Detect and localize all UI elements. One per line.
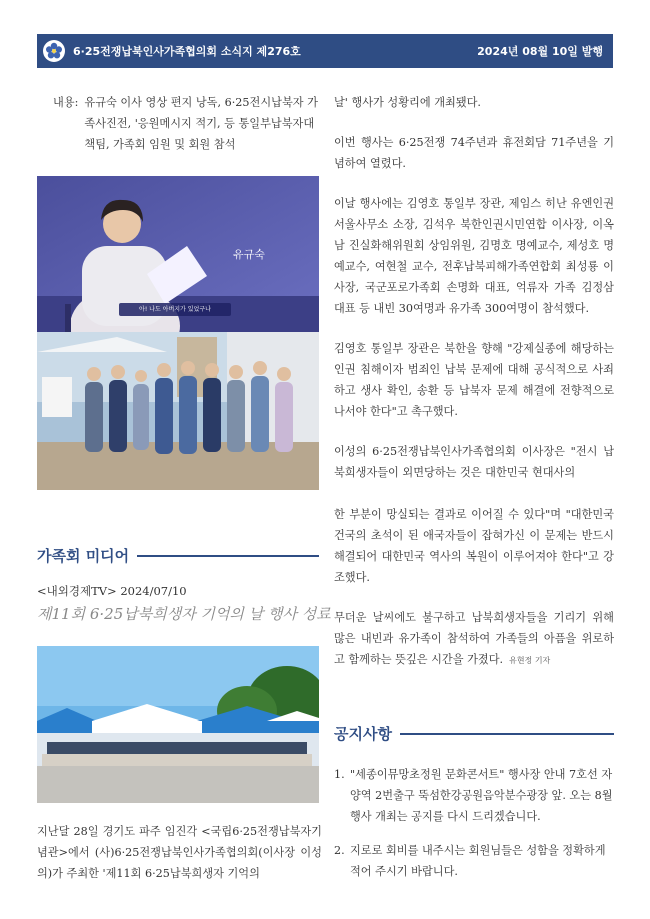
article-paragraph-5: 이성의 6·25전쟁납북인사가족협의회 이사장은 "전시 납북희생자들이 외면당하는 것은 대한민국 현대사의: [334, 445, 614, 479]
notice-text: 지로로 회비를 내주시는 회원님들은 성함을 정확하게 적어 주시기 바랍니다.: [350, 844, 606, 878]
article-paragraph-4: 김영호 통일부 장관은 북한을 향해 "강제실종에 해당하는 인권 침해이자 범죄인 납북 문제에 대해 공식적으로 사죄하고 생사 확인, 송환 등 납북자 문제 해결에 전향적으로 나서야 한다"고 촉구했다.: [334, 342, 614, 418]
article-paragraph-3: 이날 행사에는 김영호 통일부 장관, 제임스 히난 유엔인권서울사무소 소장, 김석우 북한인권시민연합 이사장, 이옥남 진실화해위원회 상임위원, 김명호 명예교수, 제성호 명예교수, 여현철 교수, 전후납북피해가족연합회 최성룡 이사장, 국군포로가족회 손명화 대표, 억류자 가족 김정삼 대표 등 내빈 30여명과 유가족 300여명이 참석했다.: [334, 197, 614, 315]
media-source: <내외경제TV> 2024/07/10: [37, 584, 187, 598]
notice-section-header: [334, 723, 614, 744]
article-paragraph-7: [334, 607, 614, 671]
newsletter-title: 6·25전쟁납북인사가족협의회 소식지 제276호: [73, 45, 301, 58]
group-photo: [37, 332, 319, 490]
reporter-name: 유현정 기자: [509, 656, 551, 665]
newsletter-header: [37, 34, 613, 68]
notice-section-title: 공지사항: [334, 725, 392, 743]
article-paragraph-6: 한 부분이 망실되는 결과로 이어질 수 있다"며 "대한민국 건국의 초석이 된 애국자들이 잡혀가신 이 문제는 반드시 해결되어 대한민국 역사의 복원이 이루어져야 한다"고 강조했다.: [334, 508, 614, 584]
notice-text: "세종이뮤망초정원 문화콘서트" 행사장 안내 7호선 자양역 2번출구 뚝섬한강공원음악분수광장 앞. 오는 8월 행사 개최는 공지를 다시 드리겠습니다.: [350, 768, 613, 823]
notice-number: 1.: [334, 768, 345, 781]
video-subtitle: 아! 나도 아버지가 있었구나: [119, 303, 231, 316]
video-letter-photo: [37, 176, 319, 332]
info-text: 유규숙 이사 영상 편지 낭독, 6·25전시납북자 가족사진전, '응원메시지 적기, 등 통일부납북자대책팀, 가족회 임원 및 회원 참석: [84, 96, 318, 151]
media-section-title: 가족회 미디어: [37, 547, 130, 565]
event-tents-photo: [37, 646, 319, 803]
article-paragraph-2: 이번 행사는 6·25전쟁 74주년과 휴전회담 71주년을 기념하여 열렸다.: [334, 136, 614, 170]
article-paragraph-left: 지난달 28일 경기도 파주 임진각 <국립6·25전쟁납북자기념관>에서 (사)6·25전쟁납북인사가족협의회(이사장 이성의)가 주최한 '제11회 6·25납북희생자 기억의: [37, 825, 322, 880]
speaker-name-caption: 유규숙: [233, 248, 265, 261]
info-label: 내용:: [53, 96, 79, 109]
issue-date: 2024년 08월 10일 발행: [477, 45, 603, 58]
notice-item: [334, 840, 614, 882]
media-article-title: 제11회 6·25납북희생자 기억의 날 행사 성료: [37, 605, 331, 623]
section-divider: [400, 733, 614, 735]
article-paragraph-1: 날' 행사가 성황리에 개최됐다.: [334, 96, 481, 109]
forget-me-not-logo-icon: [43, 40, 65, 62]
right-column: [334, 92, 614, 671]
notice-number: 2.: [334, 844, 345, 857]
media-section-header: [37, 545, 319, 566]
section-divider: [137, 555, 319, 557]
article-paragraph-7-text: 무더운 날씨에도 불구하고 납북희생자들을 기리기 위해 많은 내빈과 유가족이 참석하여 가족들의 아픔을 위로하고 함께하는 뜻깊은 시간을 가졌다.: [334, 611, 614, 666]
event-info: [37, 92, 322, 155]
notice-list: [334, 764, 614, 895]
left-column: [37, 92, 322, 155]
notice-item: [334, 764, 614, 827]
